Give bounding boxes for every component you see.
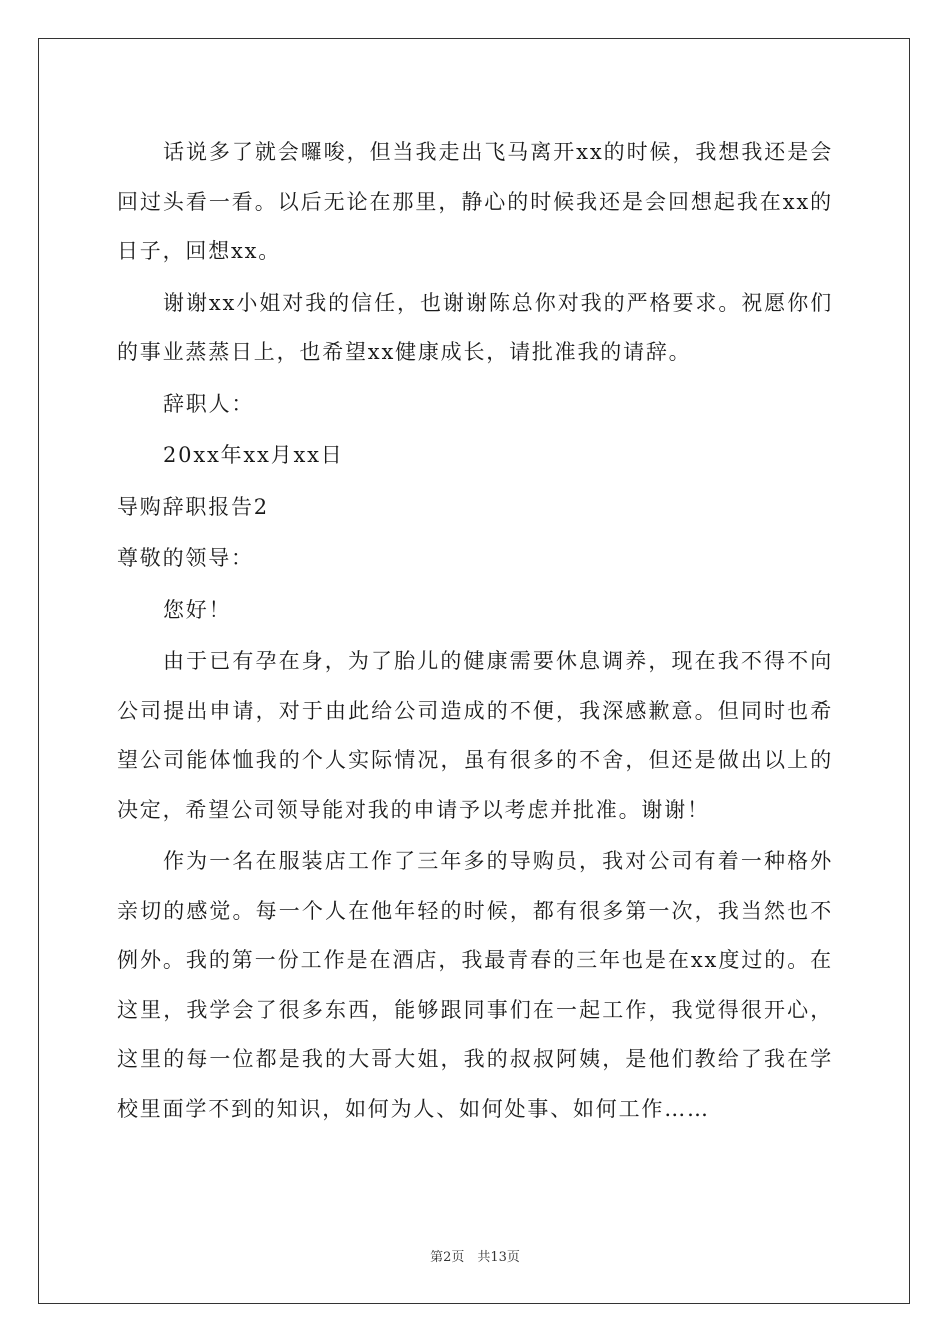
greeting: 您好！ [163,597,232,622]
section-title: 导购辞职报告2 [117,494,269,519]
page-number: 第2页 共13页 [430,1250,520,1265]
date-line: 20xx年xx月xx日 [163,443,344,467]
signature-label: 辞职人： [163,391,255,416]
salutation: 尊敬的领导： [117,546,254,570]
paragraph-reason: 由于已有孕在身，为了胎儿的健康需要休息调养，现在我不得不向公司提出申请，对于由此给公司造成的不便，我深感歉意。但同时也希望公司能体恤我的个人实际情况，虽有很多的不舍，但还是做出以上的决定，希望公司领导能对我的申请予以考虑并批准。谢谢！ [117,649,833,822]
paragraph-thanks: 谢谢xx小姐对我的信任，也谢谢陈总你对我的严格要求。祝愿你们的事业蒸蒸日上，也希望xx健康成长，请批准我的请辞。 [117,290,833,364]
paragraph-closing-reflection: 话说多了就会囉唆，但当我走出飞马离开xx的时候，我想我还是会回过头看一看。以后无论在那里，静心的时候我还是会回想起我在xx的日子，回想xx。 [117,140,833,263]
paragraph-experience: 作为一名在服装店工作了三年多的导购员，我对公司有着一种格外亲切的感觉。每一个人在他年轻的时候，都有很多第一次，我当然也不例外。我的第一份工作是在酒店，我最青春的三年也是在xx度过的。在这里，我学会了很多东西，能够跟同事们在一起工作，我觉得很开心，这里的每一位都是我的大哥大姐，我的叔叔阿姨，是他们教给了我在学校里面学不到的知识，如何为人、如何处事、如何工作…… [117,849,833,1121]
document-body [117,128,833,1134]
